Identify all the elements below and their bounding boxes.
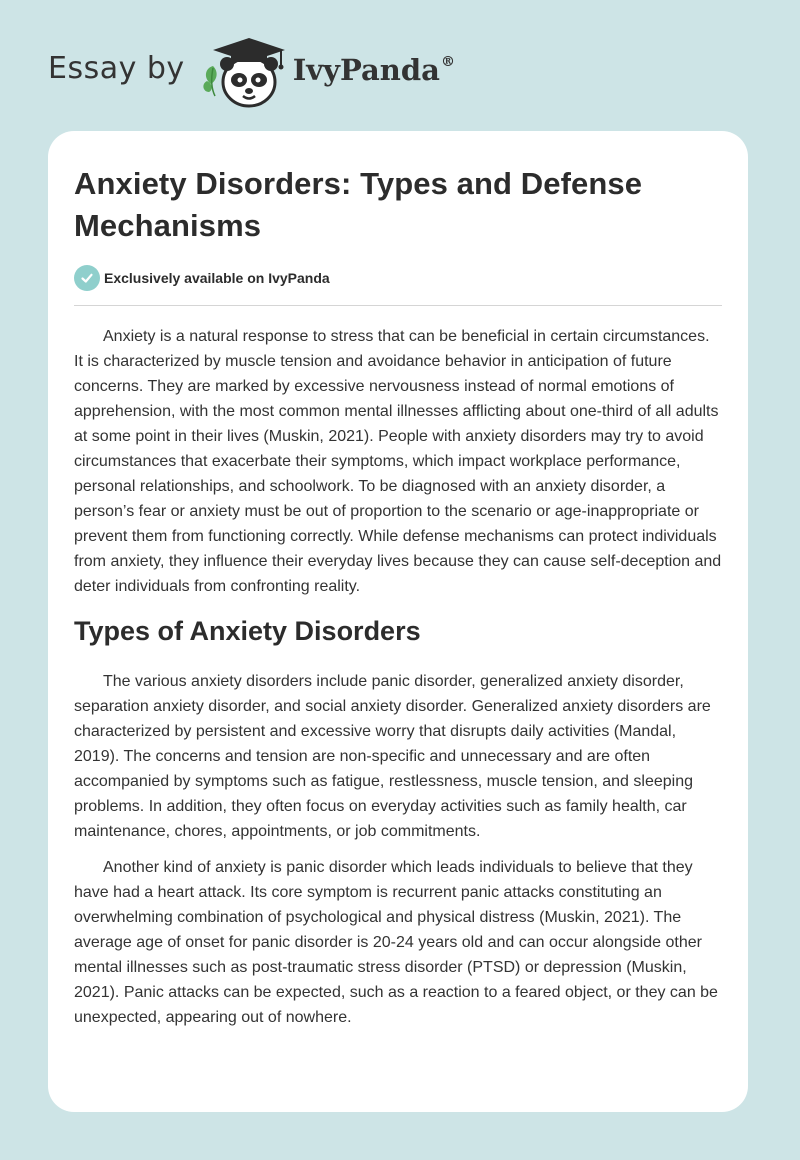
site-header — [48, 32, 455, 112]
checkmark-icon — [80, 271, 94, 285]
section-heading: Types of Anxiety Disorders — [74, 616, 421, 646]
article-card — [48, 131, 748, 1112]
panda-logo-graphic — [201, 34, 291, 110]
intro-paragraph: Anxiety is a natural response to stress that can be beneficial in certain circumstances. It is characterized by muscle tension and avoidance behavior in anticipation of future concerns. They are marked by excessive nervousness instead of normal emotions of apprehension, with the most common mental illnesses afflicting about one-third of all adults at some point in their lives (Muskin, 2021). People with anxiety disorders may try to avoid circumstances that exacerbate their symptoms, which impact workplace performance, personal relationships, and schoolwork. To be diagnosed with an anxiety disorder, a person’s fear or anxiety must be out of proportion to the scenario or age-inappropriate or prevent them from functioning correctly. While defense mechanisms can protect individuals from anxiety, they influence their everyday lives because they can cause self-deception and deter individuals from confronting reality. — [74, 328, 722, 595]
panda-graduate-logo-icon[interactable] — [201, 34, 291, 110]
exclusive-badge — [74, 263, 722, 293]
registered-mark: ® — [440, 54, 455, 70]
body-paragraph: The various anxiety disorders include panic disorder, generalized anxiety disorder, separation anxiety disorder, and social anxiety disorder. Generalized anxiety disorders are characterized by persistent and excessive worry that disrupts daily activities (Mandal, 2019). The concerns and tension are non-specific and unnecessary and are often accompanied by symptoms such as fatigue, restlessness, muscle tension, and sleeping problems. In addition, they often focus on everyday activities such as family health, car maintenance, chores, appointments, or job commitments. — [74, 673, 711, 840]
article-title: Anxiety Disorders: Types and Defense Mechanisms — [74, 166, 643, 243]
title-divider — [74, 305, 722, 306]
essay-by-label: Essay by — [48, 50, 185, 86]
body-paragraph: Another kind of anxiety is panic disorder which leads individuals to believe that they have had a heart attack. Its core symptom is recurrent panic attacks constituting an overwhelming combination of psychological and physical distress (Muskin, 2021). The average age of onset for panic disorder is 20-24 years old and can occur alongside other mental illnesses such as post-traumatic stress disorder (PTSD) or depression (Muskin, 2021). Panic attacks can be expected, such as a reaction to a feared object, or they can be unexpected, appearing out of nowhere. — [74, 859, 718, 1026]
check-circle-icon — [74, 265, 100, 291]
exclusive-badge-label: Exclusively available on IvyPanda — [104, 270, 330, 286]
brand-text: IvyPanda — [292, 53, 440, 87]
brand-name[interactable] — [293, 53, 455, 87]
